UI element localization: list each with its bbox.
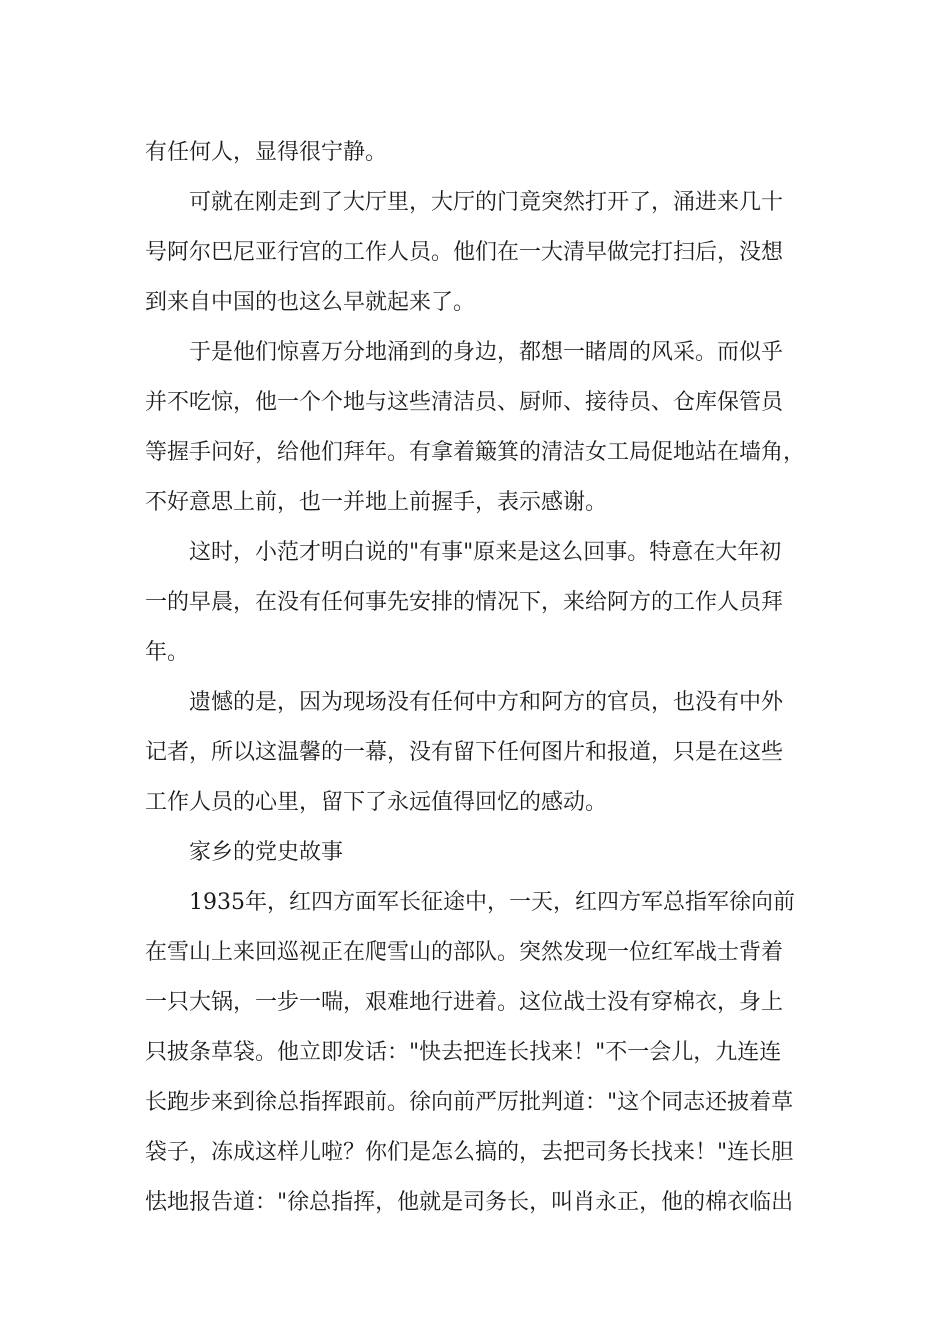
text-line-1: 有任何人，显得很宁静。 [145,140,388,165]
document-body [145,128,825,1228]
text-line-6: 并不吃惊，他一个个地与这些清洁员、厨师、接待员、仓库保管员 [145,390,784,415]
section-heading: 家乡的党史故事 [189,840,344,865]
text-line-5: 于是他们惊喜万分地涌到的身边，都想一睹周的风采。而似乎 [189,340,784,365]
text-line-10: 一的早晨，在没有任何事先安排的情况下，来给阿方的工作人员拜 [145,590,784,615]
text-line-8: 不好意思上前，也一并地上前握手，表示感谢。 [145,490,608,515]
text-line-2: 可就在刚走到了大厅里，大厅的门竟突然打开了，涌进来几十 [189,190,784,215]
text-line-16: 1935年，红四方面军长征途中，一天，红四方军总指军徐向前 [189,890,795,915]
text-line-11: 年。 [145,640,190,665]
text-line-20: 长跑步来到徐总指挥跟前。徐向前严厉批判道："这个同志还披着草 [145,1090,794,1115]
text-line-22: 怯地报告道："徐总指挥，他就是司务长，叫肖永正，他的棉衣临出 [145,1190,794,1215]
text-line-7: 等握手问好，给他们拜年。有拿着簸箕的清洁女工局促地站在墙角， [145,440,806,465]
text-line-21: 袋子，冻成这样儿啦？你们是怎么搞的，去把司务长找来！"连长胆 [145,1140,794,1165]
text-line-13: 记者，所以这温馨的一幕，没有留下任何图片和报道，只是在这些 [145,740,784,765]
text-line-9: 这时，小范才明白说的"有事"原来是这么回事。特意在大年初 [189,540,782,565]
text-line-14: 工作人员的心里，留下了永远值得回忆的感动。 [145,790,608,815]
text-line-18: 一只大锅，一步一喘，艰难地行进着。这位战士没有穿棉衣，身上 [145,990,784,1015]
text-line-4: 到来自中国的也这么早就起来了。 [145,290,476,315]
text-line-19: 只披条草袋。他立即发话："快去把连长找来！"不一会儿，九连连 [145,1040,782,1065]
text-line-3: 号阿尔巴尼亚行宫的工作人员。他们在一大清早做完打扫后，没想 [145,240,784,265]
text-line-12: 遗憾的是，因为现场没有任何中方和阿方的官员，也没有中外 [189,690,784,715]
text-line-17: 在雪山上来回巡视正在爬雪山的部队。突然发现一位红军战士背着 [145,940,784,965]
